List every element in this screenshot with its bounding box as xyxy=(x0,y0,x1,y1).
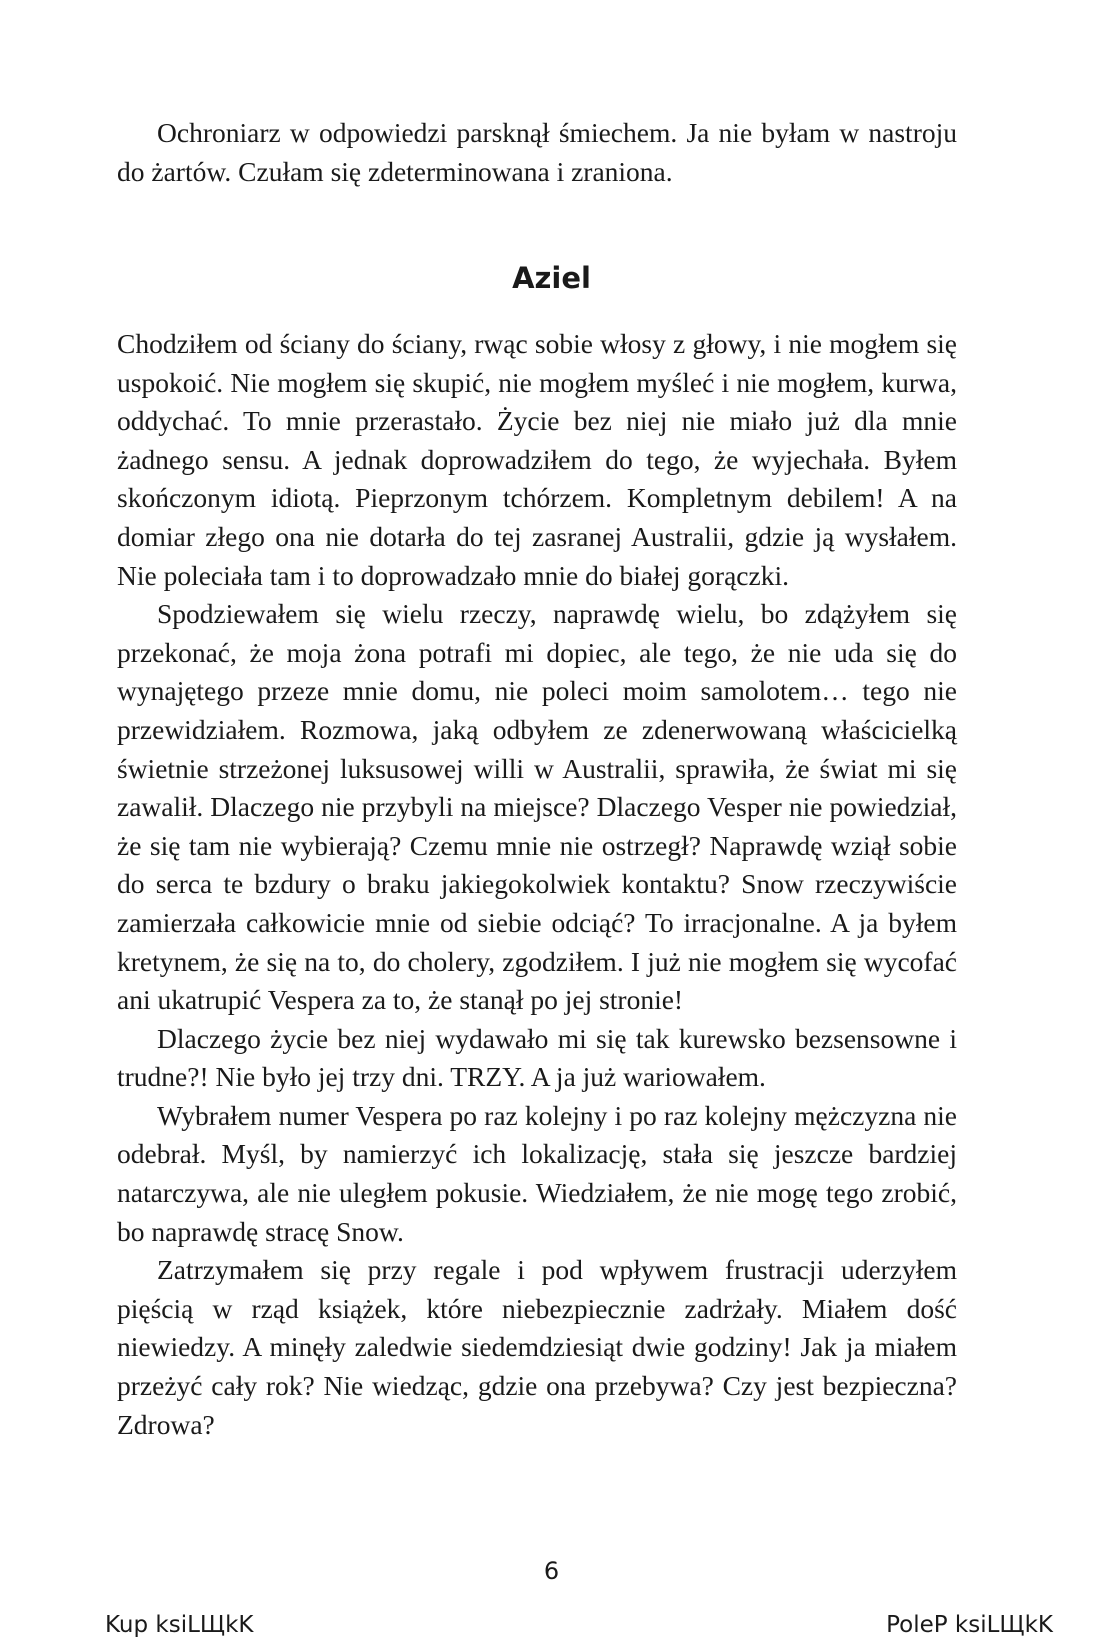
intro-text xyxy=(117,114,957,191)
buy-book-link[interactable]: Kup ksiLЩkK xyxy=(105,1612,254,1638)
paragraph: Zatrzymałem się przy regale i pod wpływem frustracji uderzyłem pięścią w rząd książek, które niebezpiecznie zadrżały. Miałem dość niewiedzy. A minęły zaledwie siedemdziesiąt dwie godziny! Jak ja miałem przeżyć cały rok? Nie wiedząc, gdzie ona przebywa? Czy jest bezpieczna? Zdrowa? xyxy=(117,1254,957,1440)
paragraph: Ochroniarz w odpowiedzi parsknął śmiechem. Ja nie byłam w nastroju do żartów. Czułam się zdeterminowana i zraniona. xyxy=(117,117,957,187)
chapter-body xyxy=(117,325,957,1444)
paragraph: Spodziewałem się wielu rzeczy, naprawdę wielu, bo zdążyłem się przekonać, że moja żona potrafi mi dopiec, ale tego, że nie uda się do wynajętego przeze mnie domu, nie poleci moim samolotem… tego nie przewidziałem. Rozmowa, jaką odbyłem ze zdenerwowaną właścicielką świetnie strzeżonej luksusowej willi w Australii, sprawiła, że świat mi się zawalił. Dlaczego nie przybyli na miejsce? Dlaczego Vesper nie powiedział, że się tam nie wybierają? Czemu mnie nie ostrzegł? Naprawdę wziął sobie do serca te bzdury o braku jakiegokolwiek kontaktu? Snow rzeczywiście zamierzała całkowicie mnie od siebie odciąć? To irracjonalne. A ja byłem kretynem, że się na to, do cholery, zgodziłem. I już nie mogłem się wycofać ani ukatrupić Vespera za to, że stanął po jej stronie! xyxy=(117,598,957,1016)
page-number: 6 xyxy=(543,1557,560,1585)
paragraph: Chodziłem od ściany do ściany, rwąc sobie włosy z głowy, i nie mogłem się uspokoić. Nie mogłem się skupić, nie mogłem myśleć i nie mogłem, kurwa, oddychać. To mnie przerastało. Życie bez niej nie miało już dla mnie żadnego sensu. A jednak doprowadziłem do tego, że wyjechała. Byłem skończonym idiotą. Pieprzonym tchórzem. Kompletnym debilem! A na domiar złego ona nie dotarła do tej zasranej Australii, gdzie ją wysłałem. Nie poleciała tam i to doprowadzało mnie do białej gorączki. xyxy=(117,328,957,591)
recommend-book-link[interactable]: PoleP ksiLЩkK xyxy=(886,1612,1053,1638)
chapter-heading: Aziel xyxy=(512,261,591,295)
paragraph: Wybrałem numer Vespera po raz kolejny i po raz kolejny mężczyzna nie odebrał. Myśl, by namierzyć ich lokalizację, stała się jeszcze bardziej natarczywa, ale nie uległem pokusie. Wiedziałem, że nie mogę tego zrobić, bo naprawdę stracę Snow. xyxy=(117,1099,957,1247)
paragraph: Dlaczego życie bez niej wydawało mi się tak kurewsko bezsensowne i trudne?! Nie było jej trzy dni. TRZY. A ja już wariowałem. xyxy=(117,1022,957,1093)
